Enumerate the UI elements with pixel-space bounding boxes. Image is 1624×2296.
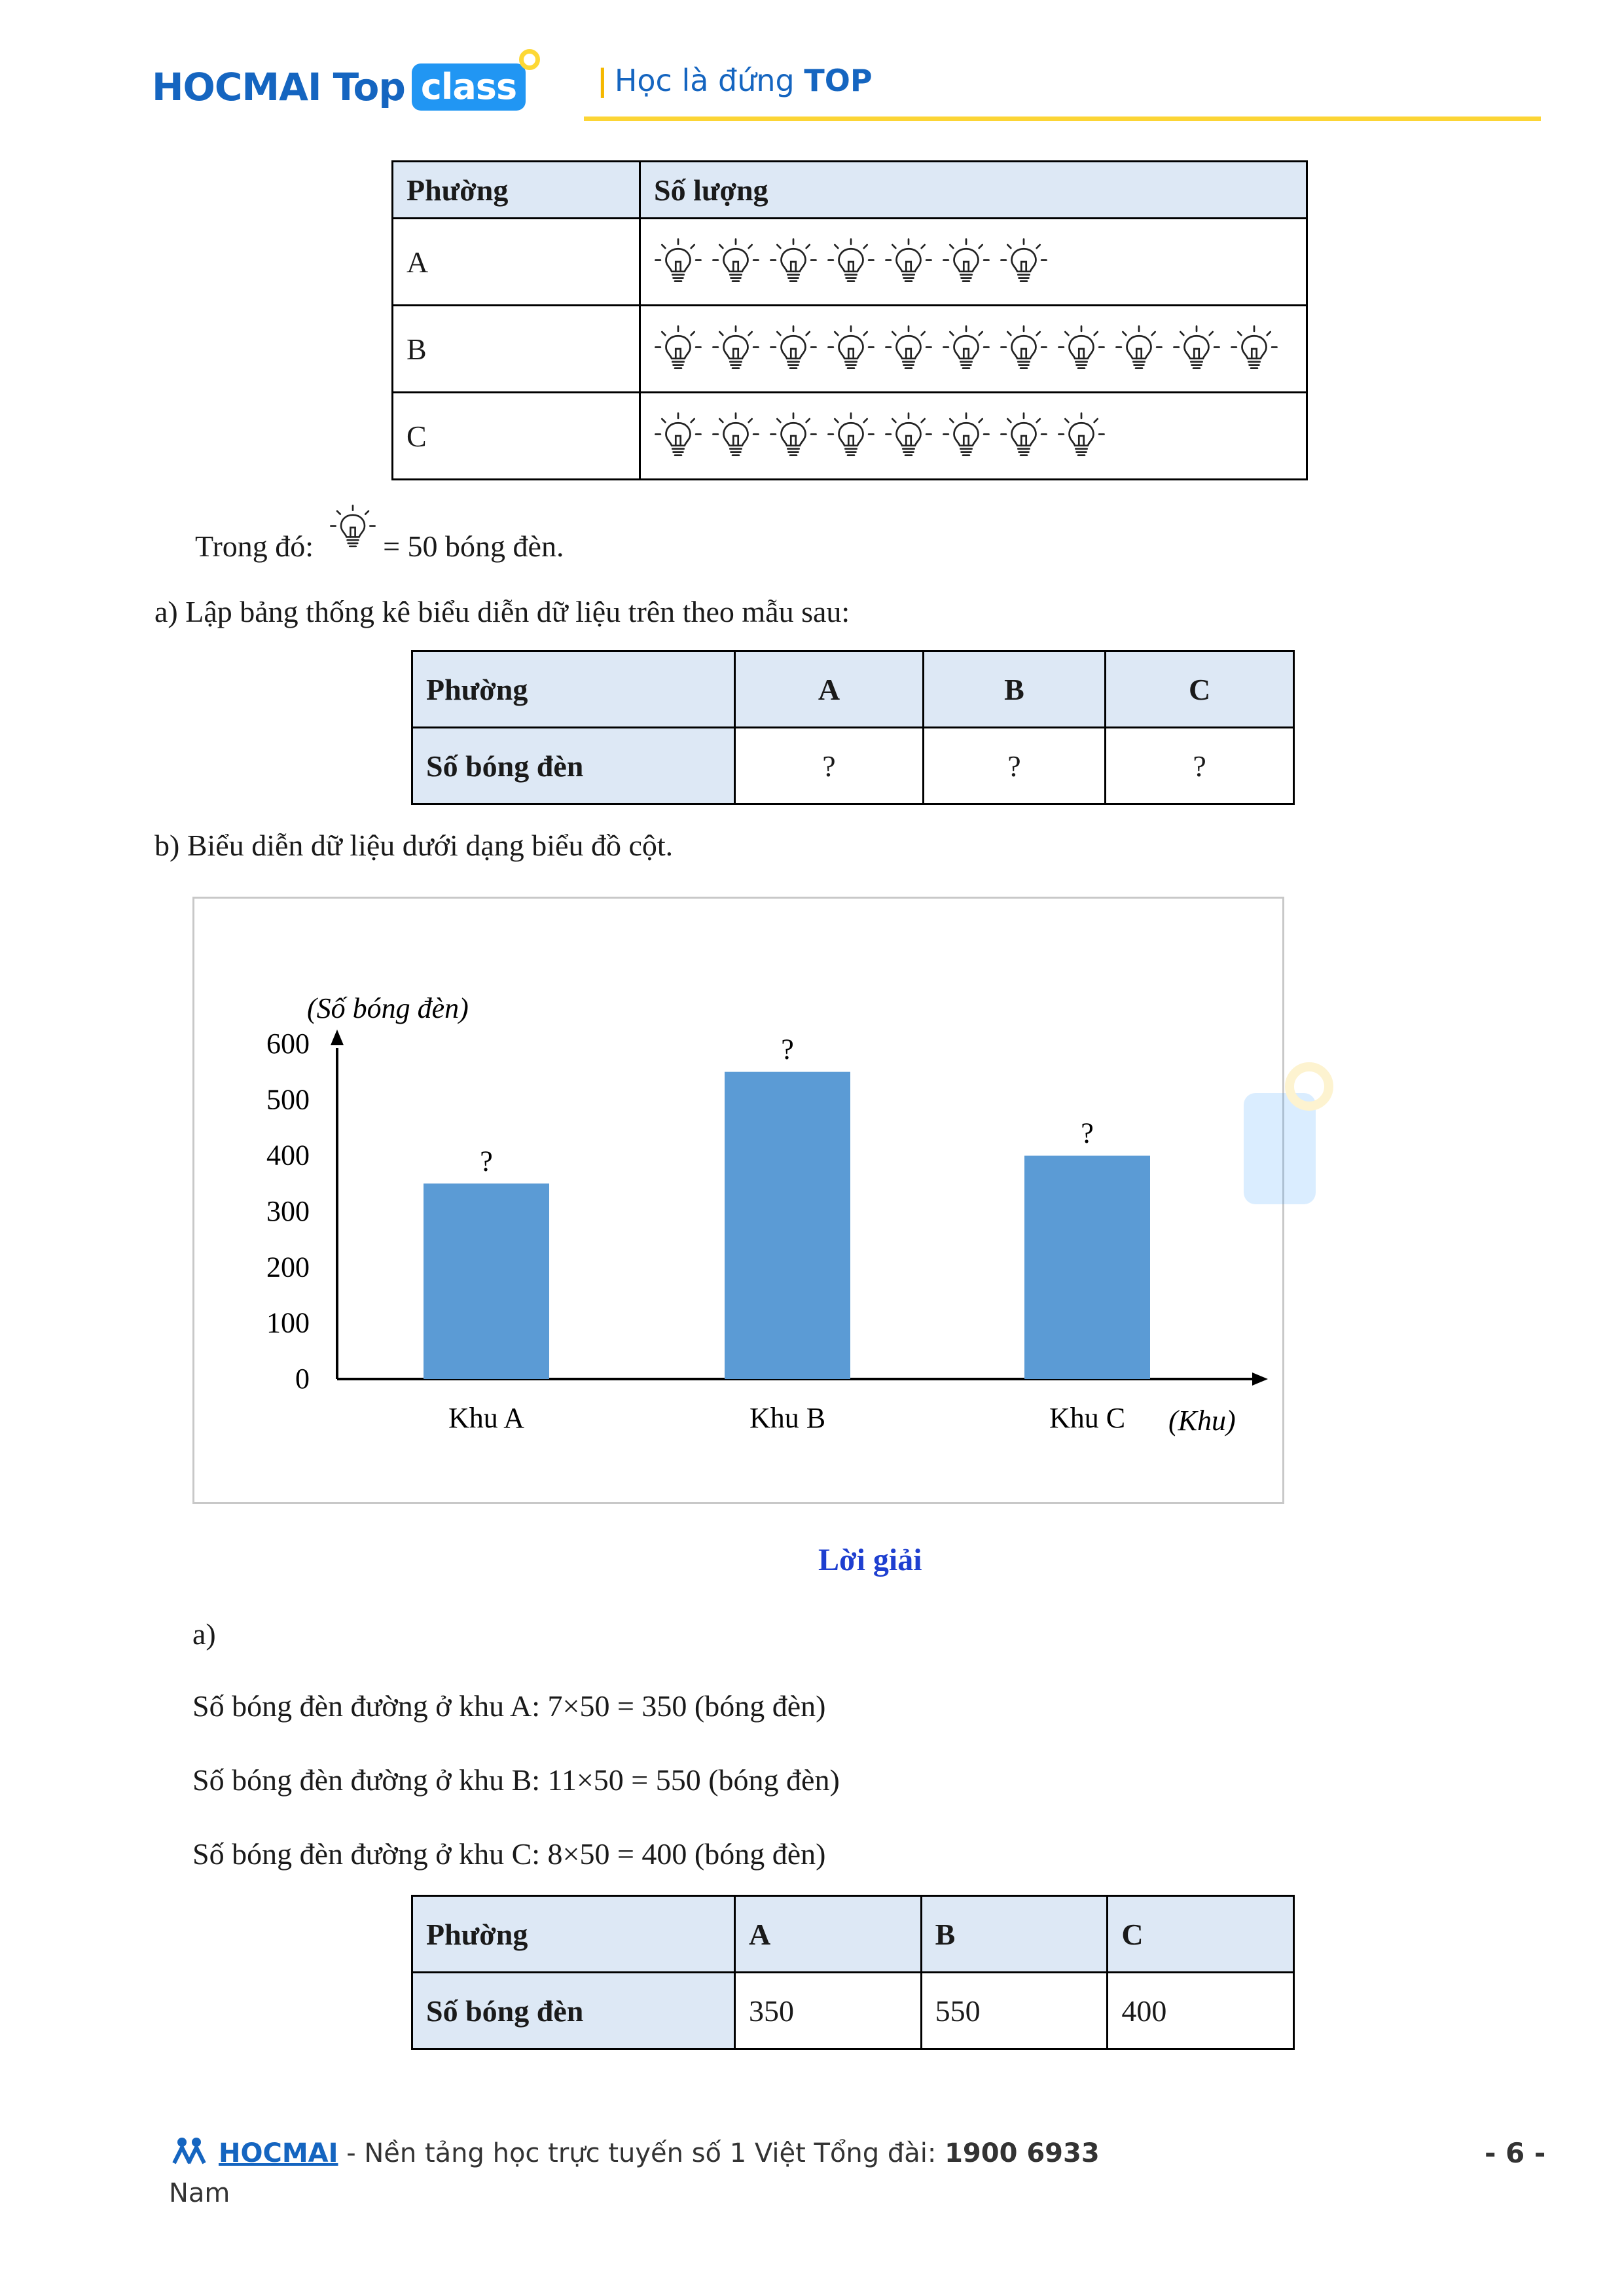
ward-label: B	[393, 306, 640, 393]
chart-frame	[192, 897, 1284, 1504]
bar-chart	[194, 899, 1282, 1502]
pictograph-table	[391, 160, 1308, 480]
solution-line: Số bóng đèn đường ở khu A: 7×50 = 350 (bóng đèn)	[192, 1689, 826, 1723]
bar	[424, 1183, 549, 1379]
lightbulb-icon	[1000, 238, 1048, 286]
lightbulb-icon	[329, 504, 376, 558]
x-axis-label: (Khu)	[1168, 1405, 1236, 1437]
lightbulb-icon	[827, 325, 875, 373]
lightbulb-icon	[654, 412, 702, 460]
bulb-cell	[640, 393, 1307, 480]
table-cell: A	[735, 651, 924, 728]
x-tick-label: Khu A	[448, 1402, 525, 1434]
lightbulb-icon	[1000, 412, 1048, 460]
slogan-top: TOP	[804, 63, 873, 98]
table-cell: C	[1108, 1896, 1294, 1973]
hocmai-small-logo-icon	[169, 2137, 211, 2166]
lightbulb-icon	[884, 325, 933, 373]
table-row	[393, 306, 1307, 393]
logo-class-badge	[412, 63, 526, 111]
logo-hocmai: HOCMAI	[152, 65, 321, 109]
page-number: - 6 -	[1485, 2137, 1546, 2169]
hocmai-topclass-logo	[152, 58, 526, 117]
footer-hotline: 1900 6933	[945, 2138, 1100, 2168]
solution-line: Số bóng đèn đường ở khu C: 8×50 = 400 (bóng đèn)	[192, 1837, 826, 1871]
question-b: b) Biểu diễn dữ liệu dưới dạng biểu đồ cột.	[154, 829, 674, 862]
template-table	[411, 650, 1295, 805]
legend-suffix: = 50 bóng đèn.	[383, 529, 564, 563]
table-cell: C	[1106, 651, 1294, 728]
table-cell: A	[735, 1896, 922, 1973]
sun-icon	[519, 49, 540, 70]
x-tick-label: Khu B	[749, 1402, 826, 1434]
logo-class-text: class	[420, 66, 517, 107]
y-tick-label: 0	[295, 1363, 310, 1395]
header-cell-quantity: Số lượng	[640, 162, 1307, 219]
footer-tail: Nam	[169, 2178, 230, 2208]
table-cell: B	[923, 651, 1105, 728]
legend-prefix: Trong đó:	[195, 529, 314, 563]
table-cell: Phường	[412, 651, 735, 728]
slogan-text: Học là đứng	[614, 63, 795, 98]
y-axis-label: (Số bóng đèn)	[307, 992, 469, 1024]
ward-label: A	[393, 219, 640, 306]
bulb-cell	[640, 306, 1307, 393]
lightbulb-icon	[1115, 325, 1163, 373]
lightbulb-icon	[884, 412, 933, 460]
solution-part-a: a)	[192, 1617, 216, 1651]
header-slogan: | Học là đứng TOP	[597, 63, 873, 98]
table-row	[412, 1896, 1294, 1973]
lightbulb-icon	[769, 412, 818, 460]
lightbulb-icon	[1057, 325, 1106, 373]
bar-value-label: ?	[1081, 1117, 1094, 1149]
header-divider	[584, 117, 1541, 121]
table-cell: B	[921, 1896, 1108, 1973]
lightbulb-icon	[1172, 325, 1221, 373]
solution-line: Số bóng đèn đường ở khu B: 11×50 = 550 (bóng đèn)	[192, 1763, 840, 1797]
y-tick-label: 100	[266, 1306, 310, 1339]
bar-value-label: ?	[480, 1145, 493, 1177]
table-cell: Số bóng đèn	[412, 1973, 735, 2049]
y-axis-arrow	[331, 1030, 344, 1045]
lightbulb-icon	[654, 238, 702, 286]
lightbulb-icon	[1057, 412, 1106, 460]
table-cell: 550	[921, 1973, 1108, 2049]
legend-line	[195, 504, 564, 564]
lightbulb-icon	[942, 238, 990, 286]
bulb-row	[654, 325, 1293, 373]
table-header-row	[393, 162, 1307, 219]
ward-label: C	[393, 393, 640, 480]
y-tick-label: 500	[266, 1083, 310, 1116]
bulb-cell	[640, 219, 1307, 306]
bar	[1024, 1156, 1150, 1379]
lightbulb-icon	[827, 238, 875, 286]
lightbulb-icon	[827, 412, 875, 460]
lightbulb-icon	[712, 238, 760, 286]
table-row	[412, 728, 1294, 804]
question-a: a) Lập bảng thống kê biểu diễn dữ liệu trên theo mẫu sau:	[154, 595, 850, 628]
y-tick-label: 300	[266, 1195, 310, 1227]
lightbulb-icon	[769, 325, 818, 373]
logo-top: Top	[333, 65, 405, 109]
table-cell: ?	[735, 728, 924, 804]
x-axis-arrow	[1252, 1372, 1268, 1386]
bulb-row	[654, 412, 1293, 460]
table-row	[412, 651, 1294, 728]
table-cell: Số bóng đèn	[412, 728, 735, 804]
bar	[725, 1072, 850, 1379]
footer-brand-link[interactable]: HOCMAI	[219, 2138, 338, 2168]
footer	[169, 2137, 1100, 2168]
y-tick-label: 200	[266, 1251, 310, 1283]
y-tick-label: 600	[266, 1028, 310, 1060]
lightbulb-icon	[1230, 325, 1278, 373]
table-row	[393, 393, 1307, 480]
lightbulb-icon	[942, 412, 990, 460]
header-cell-ward: Phường	[393, 162, 640, 219]
bar-value-label: ?	[781, 1033, 794, 1066]
table-row	[412, 1973, 1294, 2049]
footer-text: - Nền tảng học trực tuyến số 1 Việt Tổng đài:	[338, 2138, 945, 2168]
lightbulb-icon	[712, 412, 760, 460]
lightbulb-icon	[654, 325, 702, 373]
table-cell: 350	[735, 1973, 922, 2049]
lightbulb-icon	[769, 238, 818, 286]
solution-title: Lời giải	[818, 1543, 922, 1577]
lightbulb-icon	[884, 238, 933, 286]
bulb-row	[654, 238, 1293, 286]
answer-table	[411, 1895, 1295, 2050]
table-cell: Phường	[412, 1896, 735, 1973]
table-cell: 400	[1108, 1973, 1294, 2049]
watermark-logo	[1244, 1060, 1335, 1204]
lightbulb-icon	[1000, 325, 1048, 373]
table-row	[393, 219, 1307, 306]
table-cell: ?	[1106, 728, 1294, 804]
x-tick-label: Khu C	[1049, 1402, 1126, 1434]
lightbulb-icon	[712, 325, 760, 373]
table-cell: ?	[923, 728, 1105, 804]
lightbulb-icon	[942, 325, 990, 373]
y-tick-label: 400	[266, 1139, 310, 1172]
